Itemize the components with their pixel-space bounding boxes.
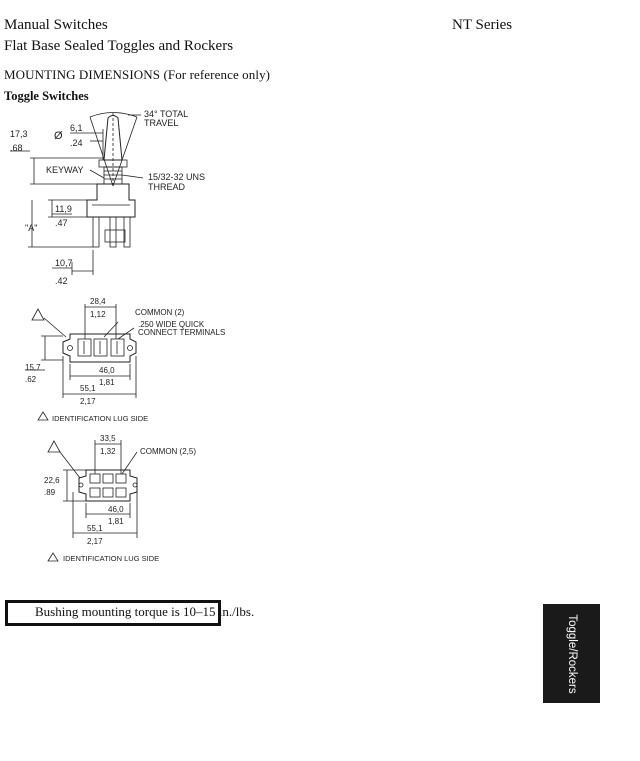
dim-2-17: 2,17 [80, 397, 96, 406]
side-tab-label: Toggle/Rockers [565, 613, 578, 694]
quick-connect-label: .250 WIDE QUICK [138, 320, 205, 329]
dim-1-81: 1,81 [99, 378, 115, 387]
dim-10-7: 10,7 [55, 258, 73, 268]
dim-33-5: 33,5 [100, 434, 116, 443]
dim-0-47: .47 [55, 218, 68, 228]
dim-1-12: 1,12 [90, 310, 106, 319]
section-title: MOUNTING DIMENSIONS (For reference only) [4, 67, 271, 82]
thread-label-2: THREAD [148, 182, 186, 192]
dim-11-9: 11,9 [55, 204, 72, 214]
dim-6-1: 6,1 [70, 123, 83, 133]
dim-0-42: .42 [55, 276, 68, 286]
dim-55-1: 55,1 [80, 384, 96, 393]
dim-2-17-b: 2,17 [87, 537, 103, 546]
dim-17-3: 17,3 [10, 129, 28, 139]
keyway-label: KEYWAY [46, 165, 84, 175]
dim-a: "A" [25, 223, 38, 233]
common-label: COMMON (2) [135, 308, 185, 317]
series-name: NT Series [452, 17, 513, 33]
document-title: Manual Switches [4, 17, 108, 33]
dim-22-6: 22,6 [44, 476, 60, 485]
travel-label: 34° TOTAL [144, 109, 189, 119]
document-subtitle: Flat Base Sealed Toggles and Rockers [4, 38, 234, 54]
quick-connect-label-2: CONNECT TERMINALS [138, 328, 226, 337]
side-view-drawing [10, 112, 143, 275]
dim-15-7: 15,7 [25, 363, 41, 372]
torque-note: Bushing mounting torque is 10–15 in./lbs. [35, 604, 255, 619]
dim-0-24: .24 [70, 138, 83, 148]
diameter-symbol: Ø [54, 130, 63, 142]
dim-46-0: 46,0 [99, 366, 115, 375]
side-tab [543, 604, 600, 703]
travel-label-2: TRAVEL [144, 118, 179, 128]
dim-0-89: .89 [44, 488, 56, 497]
dim-28-4: 28,4 [90, 297, 106, 306]
common-label-2: COMMON (2,5) [140, 447, 196, 456]
dim-0-62: .62 [25, 375, 37, 384]
dim-55-1-b: 55,1 [87, 524, 103, 533]
dim-0-68: .68 [10, 143, 23, 153]
dim-46-0-b: 46,0 [108, 505, 124, 514]
dim-1-81-b: 1,81 [108, 517, 124, 526]
thread-label: 15/32-32 UNS [148, 172, 206, 182]
id-lug-label: IDENTIFICATION LUG SIDE [52, 414, 149, 423]
section-subtitle: Toggle Switches [4, 89, 89, 103]
dim-1-32: 1,32 [100, 447, 116, 456]
id-lug-label-2: IDENTIFICATION LUG SIDE [63, 554, 160, 563]
